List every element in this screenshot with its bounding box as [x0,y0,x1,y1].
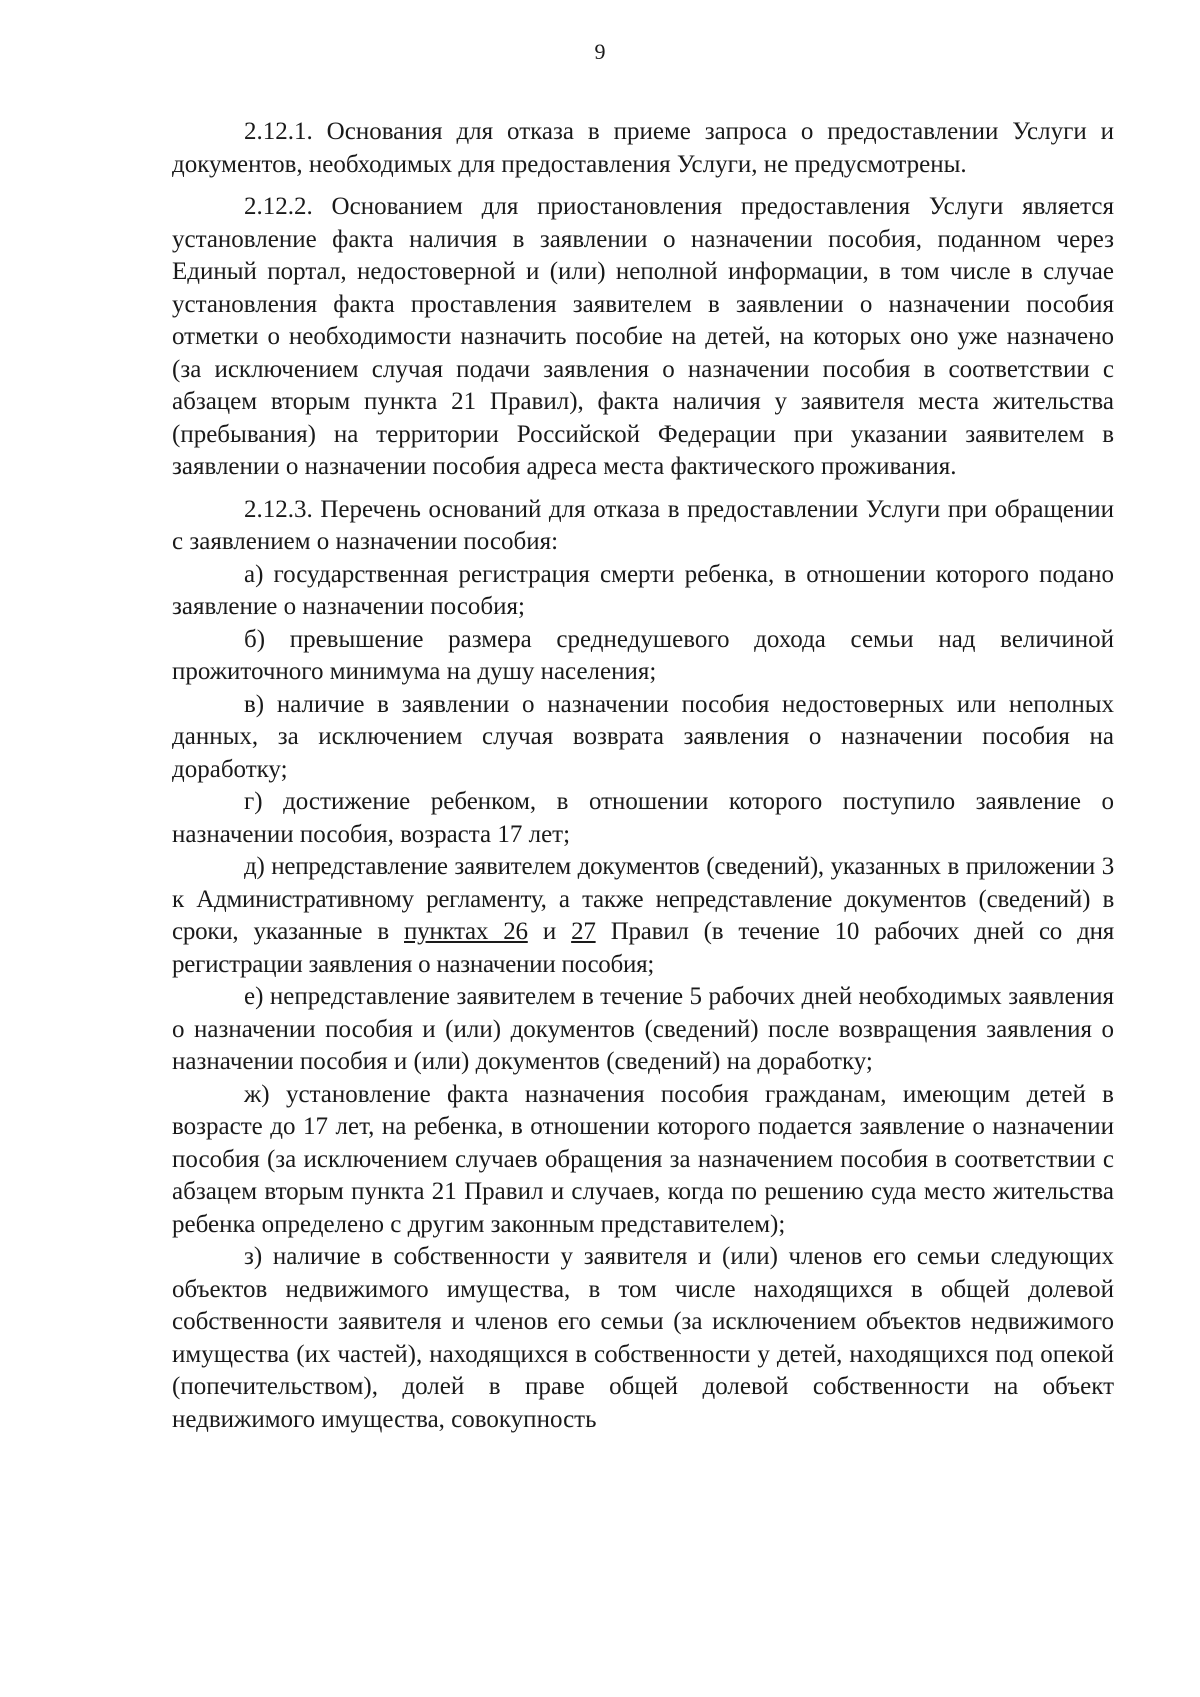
list-item-d-text-start: д) непредставление заявителем документов (сведений), указанных в приложении 3 к Административному регламенту, а также непредставление документов (сведений) в сроки, указанные в [172,853,1114,945]
list-item-e: е) непредставление заявителем в течение 5 рабочих дней необходимых заявления о назначении пособия и (или) документов (сведений) после возвращения заявления о назначении пособия и (или) документов (сведений) на доработку; [172,983,1114,1075]
paragraph-2-12-2: 2.12.2. Основанием для приостановления предоставления Услуги является установление факта наличия в заявлении о назначении пособия, поданном через Единый портал, недостоверной и (или) неполной информации, в том числе в случае установления факта проставления заявителем в заявлении о назначении пособия отметки о необходимости назначить пособие на детей, на которых оно уже назначено (за исключением случая подачи заявления о назначении пособия в соответствии с абзацем вторым пункта 21 Правил), факта наличия у заявителя места жительства (пребывания) на территории Российской Федерации при указании заявителем в заявлении о назначении пособия адреса места фактического проживания. [172,193,1114,480]
list-item-zh: ж) установление факта назначения пособия гражданам, имеющим детей в возрасте до 17 лет, на ребенка, в отношении которого подается заявление о назначении пособия (за исключением случаев обращения за назначением пособия в соответствии с абзацем вторым пункта 21 Правил и случаев, когда по решению суда место жительства ребенка определено с другим законным представителем); [172,1080,1114,1238]
list-item-b: б) превышение размера среднедушевого дохода семьи над величиной прожиточного минимума на душу населения; [172,625,1114,685]
list-item-v: в) наличие в заявлении о назначении пособия недостоверных или неполных данных, за исключением случая возврата заявления о назначении пособия на доработку; [172,690,1114,783]
page-number: 9 [594,39,606,64]
list-item-a: а) государственная регистрация смерти ребенка, в отношении которого подано заявление о назначении пособия; [172,560,1114,620]
list-item-z: з) наличие в собственности у заявителя и (или) членов его семьи следующих объектов недвижимого имущества, в том числе находящихся в общей долевой собственности заявителя и членов его семьи (за исключением объектов недвижимого имущества (их частей), находящихся в собственности у детей, находящихся под опекой (попечительством), долей в праве общей долевой собственности на объект недвижимого имущества, совокупность [172,1243,1114,1433]
link-punkt-27[interactable]: 27 [571,918,596,945]
link-punkt-26[interactable]: пунктах 26 [404,918,528,945]
document-body [172,116,1114,1436]
paragraph-2-12-3: 2.12.3. Перечень оснований для отказа в предоставлении Услуги при обращении с заявлением о назначении пособия: [172,495,1114,555]
list-item-d [172,851,1114,981]
list-item-d-conjunction: и [527,918,572,945]
paragraph-2-12-1: 2.12.1. Основания для отказа в приеме запроса о предоставлении Услуги и документов, необходимых для предоставления Услуги, не предусмотрены. [172,118,1114,178]
list-item-d-text-end: Правил (в течение 10 рабочих дней со дня регистрации заявления о назначении пособия; [172,918,1114,978]
list-item-g: г) достижение ребенком, в отношении которого поступило заявление о назначении пособия, возраста 17 лет; [172,788,1114,848]
